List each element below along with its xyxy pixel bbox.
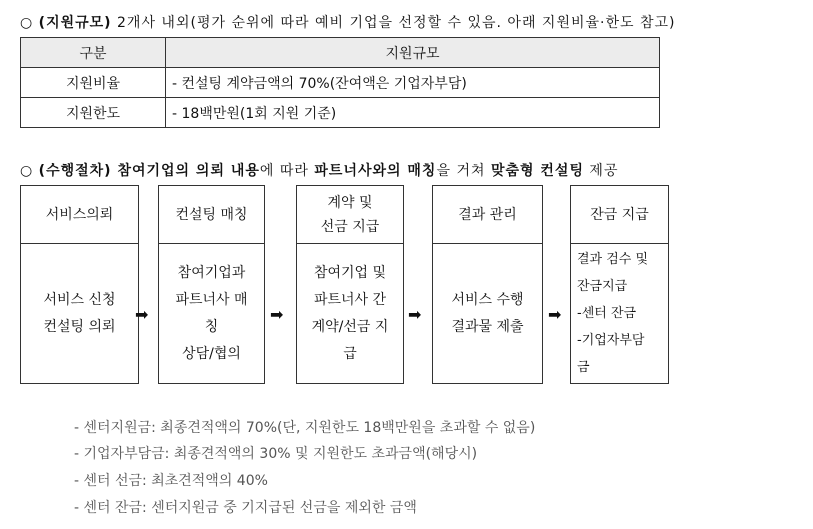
process-step-contract: [296, 185, 404, 384]
section-support-scale: [20, 12, 675, 32]
table-cell-category: 지원비율: [21, 68, 166, 98]
procedure-text: 제공: [583, 163, 619, 179]
table-row: [21, 68, 660, 98]
section-text: 2개사 내외(평가 순위에 따라 예비 기업을 선정할 수 있음. 아래 지원비율·한도 참고): [111, 15, 676, 31]
step-body: 참여기업과 파트너사 매 칭 상담/협의: [175, 264, 248, 362]
procedure-emphasis: 파트너사와의 매칭: [314, 163, 437, 179]
table-cell-value: - 컨설팅 계약금액의 70%(잔여액은 기업자부담): [166, 68, 660, 98]
note-line: - 센터 잔금: 센터지원금 중 기지급된 선금을 제외한 금액: [74, 500, 417, 516]
arrow-right-icon: ➡: [408, 305, 422, 324]
step-body: 서비스 신청 컨설팅 의뢰: [43, 291, 116, 335]
procedure-title: (수행절차) 참여기업의 의뢰 내용: [38, 163, 260, 179]
note-line: - 센터 선금: 최초견적액의 40%: [74, 473, 268, 489]
step-body: 서비스 수행 결과물 제출: [451, 291, 524, 335]
table-row: [21, 98, 660, 128]
procedure-text: 을 거쳐: [436, 163, 491, 179]
bullet-circle: ○: [20, 163, 34, 179]
step-body: 참여기업 및 파트너사 간 계약/선금 지 급: [311, 264, 389, 362]
step-body: 결과 검수 및 잔금지급 -센터 잔금 -기업자부담 금: [577, 252, 649, 375]
section-procedure: [20, 160, 618, 180]
process-step-balance: [570, 185, 669, 384]
procedure-text: 에 따라: [259, 163, 315, 179]
process-step-request: [20, 185, 139, 384]
arrow-right-icon: ➡: [135, 305, 149, 324]
step-title: 서비스의뢰: [21, 186, 138, 244]
table-header-row: [21, 38, 660, 68]
process-step-matching: [158, 185, 265, 384]
table-cell-value: - 18백만원(1회 지원 기준): [166, 98, 660, 128]
step-title: 잔금 지급: [571, 186, 668, 244]
table-cell-category: 지원한도: [21, 98, 166, 128]
process-step-result: [432, 185, 543, 384]
step-title: 계약 및 선금 지급: [297, 186, 403, 244]
step-title: 컨설팅 매칭: [159, 186, 264, 244]
arrow-right-icon: ➡: [548, 305, 562, 324]
table-header: 구분: [21, 38, 166, 68]
step-title: 결과 관리: [433, 186, 542, 244]
procedure-emphasis: 맞춤형 컨설팅: [490, 163, 584, 179]
bullet-circle: ○: [20, 15, 34, 31]
table-header: 지원규모: [166, 38, 660, 68]
section-title: (지원규모): [38, 15, 112, 31]
note-line: - 기업자부담금: 최종견적액의 30% 및 지원한도 초과금액(해당시): [74, 446, 478, 462]
note-line: - 센터지원금: 최종견적액의 70%(단, 지원한도 18백만원을 초과할 수 없음): [74, 420, 536, 436]
arrow-right-icon: ➡: [270, 305, 284, 324]
support-table: [20, 37, 660, 128]
